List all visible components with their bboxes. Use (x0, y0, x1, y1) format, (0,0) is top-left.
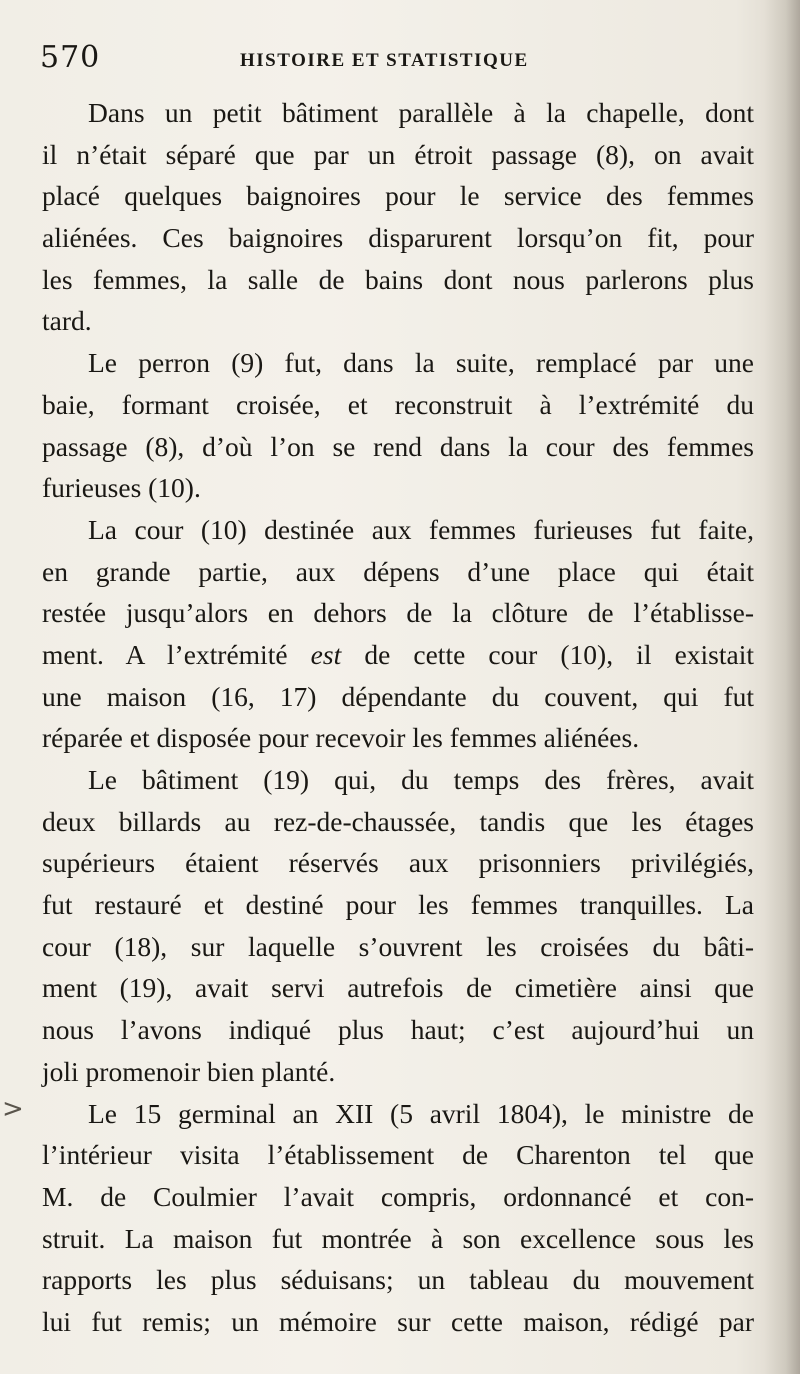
running-head (40, 40, 760, 86)
text-line: joli promenoir bien planté. (42, 1055, 336, 1087)
page-number: 570 (40, 40, 101, 75)
text-line (42, 634, 754, 676)
text-line: ment (19), avait servi autrefois de cimetière ainsi que (42, 972, 754, 1004)
text-line: Le perron (9) fut, dans la suite, remplacé par une (88, 347, 754, 379)
text-line: les femmes, la salle de bains dont nous parlerons plus (42, 263, 754, 295)
text-line: M. de Coulmier l’avait compris, ordonnancé et con- (42, 1180, 754, 1212)
text-line: restée jusqu’alors en dehors de la clôture de l’établisse- (42, 597, 754, 629)
text-line: en grande partie, aux dépens d’une place qui était (42, 555, 754, 587)
running-title: HISTOIRE ET STATISTIQUE (240, 50, 529, 71)
text-line: deux billards au rez-de-chaussée, tandis que les étages (42, 805, 754, 837)
text-line: La cour (10) destinée aux femmes furieuses fut faite, (88, 513, 754, 545)
text-line: lui fut remis; un mémoire sur cette maison, rédigé par (42, 1305, 754, 1337)
emphasis: est (310, 638, 342, 670)
text-line: baie, formant croisée, et reconstruit à l’extrémité du (42, 388, 754, 420)
text-line: l’intérieur visita l’établissement de Charenton tel que (42, 1139, 754, 1171)
text-line: Le bâtiment (19) qui, du temps des frères, avait (88, 764, 754, 795)
text-line: nous l’avons indiqué plus haut; c’est aujourd’hui un (42, 1014, 754, 1046)
text-line: passage (8), d’où l’on se rend dans la cour des femmes (42, 430, 754, 462)
text-line: Le 15 germinal an XII (5 avril 1804), le ministre de (88, 1097, 754, 1129)
text-line: rapports les plus séduisans; un tableau du mouvement (42, 1264, 754, 1296)
margin-mark: > (2, 1094, 24, 1124)
text-line: Dans un petit bâtiment parallèle à la chapelle, dont (88, 97, 754, 128)
text-line: réparée et disposée pour recevoir les femmes aliénées. (42, 722, 640, 754)
text-segment: de cette cour (10), il existait (341, 638, 754, 670)
text-line: il n’était séparé que par un étroit passage (8), on avait (42, 138, 754, 170)
text-line: placé quelques baignoires pour le service des femmes (42, 180, 754, 212)
text-line: struit. La maison fut montrée à son excellence sous les (42, 1222, 754, 1254)
text-segment: ment. A l’extrémité (42, 638, 311, 670)
text-line: fut restauré et destiné pour les femmes tranquilles. La (42, 889, 754, 921)
text-line: supérieurs étaient réservés aux prisonniers privilégiés, (42, 847, 754, 879)
text-line: cour (18), sur laquelle s’ouvrent les croisées du bâti- (42, 930, 754, 962)
text-line: tard. (42, 305, 92, 337)
text-line: furieuses (10). (42, 472, 201, 504)
text-line: une maison (16, 17) dépendante du couvent, qui fut (42, 680, 754, 712)
page-edge-shadow (764, 0, 800, 1374)
body-text (42, 92, 754, 1343)
text-line: aliénées. Ces baignoires disparurent lorsqu’on fit, pour (42, 222, 754, 254)
